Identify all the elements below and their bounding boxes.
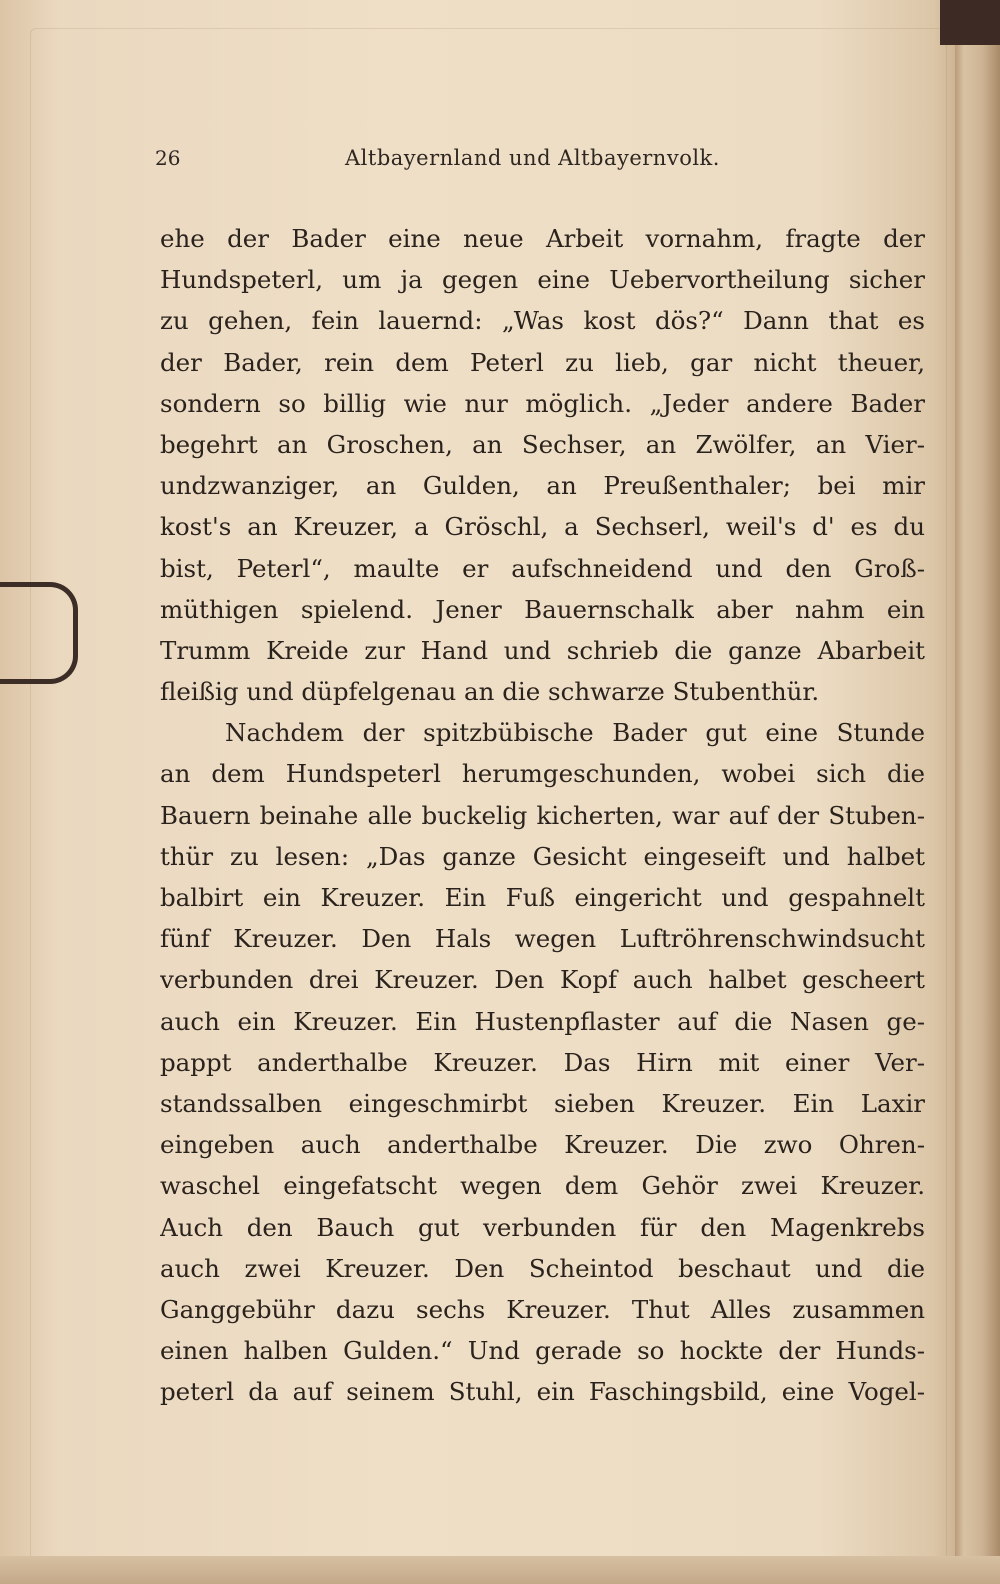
text-line: standssalben eingeschmirbt sieben Kreuzer. Ein Laxir <box>160 1088 925 1118</box>
text-line: Trumm Kreide zur Hand und schrieb die ganze Abarbeit <box>160 635 925 665</box>
text-line: fünf Kreuzer. Den Hals wegen Luftröhrenschwindsucht <box>160 924 925 954</box>
text-line: pappt anderthalbe Kreuzer. Das Hirn mit einer Ver- <box>160 1047 925 1077</box>
text-line: bist, Peterl“, maulte er aufschneidend und den Groß- <box>160 553 925 583</box>
book-clasp <box>0 582 78 684</box>
paragraph-end-line: fleißig und düpfelgenau an die schwarze Stubenthür. <box>160 677 820 707</box>
text-line: verbunden drei Kreuzer. Den Kopf auch halbet gescheert <box>160 965 925 995</box>
paragraph-start-line: Nachdem der spitzbübische Bader gut eine Stunde <box>225 718 925 748</box>
text-line: an dem Hundspeterl herumgeschunden, wobei sich die <box>160 759 925 789</box>
page-edge-bottom <box>0 1556 1000 1584</box>
text-line: auch zwei Kreuzer. Den Scheintod beschaut und die <box>160 1253 925 1283</box>
text-line: Hundspeterl, um ja gegen eine Uebervortheilung sicher <box>160 265 925 295</box>
text-line: Auch den Bauch gut verbunden für den Magenkrebs <box>160 1212 925 1242</box>
text-line: peterl da auf seinem Stuhl, ein Faschingsbild, eine Vogel- <box>160 1377 925 1407</box>
text-line: müthigen spielend. Jener Bauernschalk aber nahm ein <box>160 594 925 624</box>
text-line: undzwanziger, an Gulden, an Preußenthaler; bei mir <box>160 471 925 501</box>
text-line: Ganggebühr dazu sechs Kreuzer. Thut Alles zusammen <box>160 1294 925 1324</box>
running-header <box>155 146 915 178</box>
text-line: zu gehen, fein lauernd: „Was kost dös?“ Dann that es <box>160 306 925 336</box>
body-text <box>160 218 925 1412</box>
text-line: balbirt ein Kreuzer. Ein Fuß eingericht und gespahnelt <box>160 883 925 912</box>
text-line: Bauern beinahe alle buckelig kicherten, war auf der Stuben- <box>160 800 925 830</box>
text-line: thür zu lesen: „Das ganze Gesicht eingeseift und halbet <box>160 841 925 871</box>
cover-corner <box>940 0 1000 45</box>
text-line: begehrt an Groschen, an Sechser, an Zwölfer, an Vier- <box>160 429 925 459</box>
text-line: waschel eingefatscht wegen dem Gehör zwei Kreuzer. <box>160 1171 925 1201</box>
text-line: ehe der Bader eine neue Arbeit vornahm, fragte der <box>160 224 925 253</box>
text-line: einen halben Gulden.“ Und gerade so hockte der Hunds- <box>160 1336 925 1366</box>
text-line: sondern so billig wie nur möglich. „Jeder andere Bader <box>160 388 925 418</box>
text-line: eingeben auch anderthalbe Kreuzer. Die zwo Ohren- <box>160 1130 925 1160</box>
page-number: 26 <box>155 146 181 170</box>
running-title: Altbayernland und Altbayernvolk. <box>345 146 720 170</box>
text-line: der Bader, rein dem Peterl zu lieb, gar nicht theuer, <box>160 347 925 377</box>
page-edge-right <box>955 0 1000 1584</box>
text-line: kost's an Kreuzer, a Gröschl, a Sechserl, weil's d' es du <box>160 512 925 542</box>
text-line: auch ein Kreuzer. Ein Hustenpflaster auf die Nasen ge- <box>160 1006 925 1036</box>
